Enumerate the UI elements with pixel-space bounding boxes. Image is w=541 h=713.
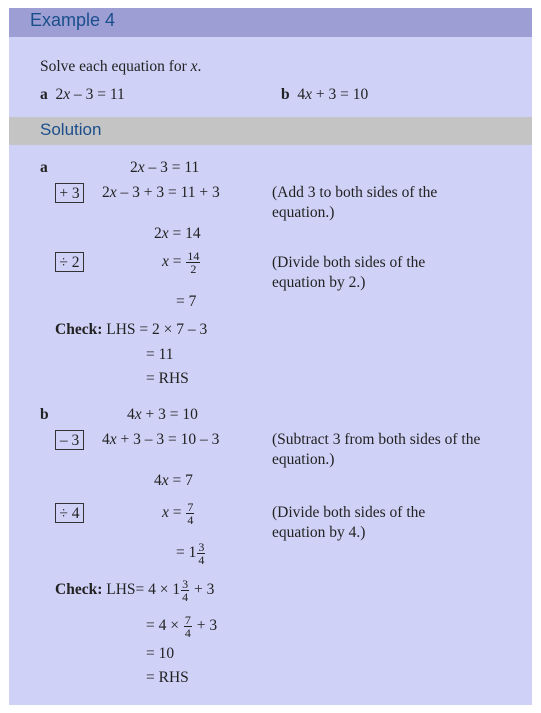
solution-a-line5: = 7: [176, 293, 197, 310]
fraction: $\frac{7}{4}$: [187, 499, 194, 527]
fraction: $\frac{3}{4}$: [182, 576, 189, 604]
solution-b-check: Check: LHS= 4 × 1 $\frac{3}{4}$ + 3: [55, 576, 215, 604]
solution-b-line3: 4x = 7: [154, 472, 193, 489]
solution-b-line4: x = $\frac{7}{4}$: [162, 499, 194, 527]
solution-b-check3: = 10: [146, 645, 175, 662]
operation-box-subtract-3: – 3: [55, 430, 84, 450]
solution-b-note1: (Subtract 3 from both sides of the equation.): [272, 431, 481, 468]
solution-a-check2: = 11: [146, 346, 174, 363]
instruction: Solve each equation for x.: [40, 58, 202, 75]
solution-a-line3: 2x = 14: [154, 225, 201, 242]
solution-b-note2: (Divide both sides of the equation by 4.): [272, 504, 426, 541]
example-title: Example 4: [30, 10, 116, 30]
solution-b-line2: 4x + 3 – 3 = 10 – 3: [102, 431, 220, 448]
solution-title: Solution: [40, 120, 102, 139]
fraction: $\frac{14}{2}$: [187, 248, 200, 276]
operation-box-add-3: + 3: [55, 183, 84, 203]
solution-b-line1: 4x + 3 = 10: [127, 406, 198, 423]
solution-a-label: a: [40, 159, 48, 176]
solution-a-note1: (Add 3 to both sides of the equation.): [272, 184, 438, 221]
solution-a-check: Check: LHS = 2 × 7 – 3: [55, 321, 208, 338]
operation-box-divide-4: ÷ 4: [55, 503, 84, 523]
fraction: $\frac{3}{4}$: [198, 539, 205, 567]
operation-box-divide-2: ÷ 2: [55, 252, 84, 272]
solution-b-check2: = 4 × $\frac{7}{4}$ + 3: [146, 612, 218, 640]
solution-a-line4: x = $\frac{14}{2}$: [162, 248, 200, 276]
solution-a-note2: (Divide both sides of the equation by 2.): [272, 254, 426, 291]
solution-a-line1: 2x – 3 = 11: [130, 159, 200, 176]
question-part-b: b 4x + 3 = 10: [281, 86, 369, 103]
solution-a-check3: = RHS: [146, 370, 189, 387]
solution-b-line5: = 1 $\frac{3}{4}$: [176, 539, 205, 567]
solution-b-label: b: [40, 406, 49, 423]
solution-a-line2: 2x – 3 + 3 = 11 + 3: [102, 184, 220, 201]
question-part-a: a 2x – 3 = 11: [40, 86, 125, 103]
solution-b-check4: = RHS: [146, 669, 189, 686]
fraction: $\frac{7}{4}$: [184, 612, 191, 640]
